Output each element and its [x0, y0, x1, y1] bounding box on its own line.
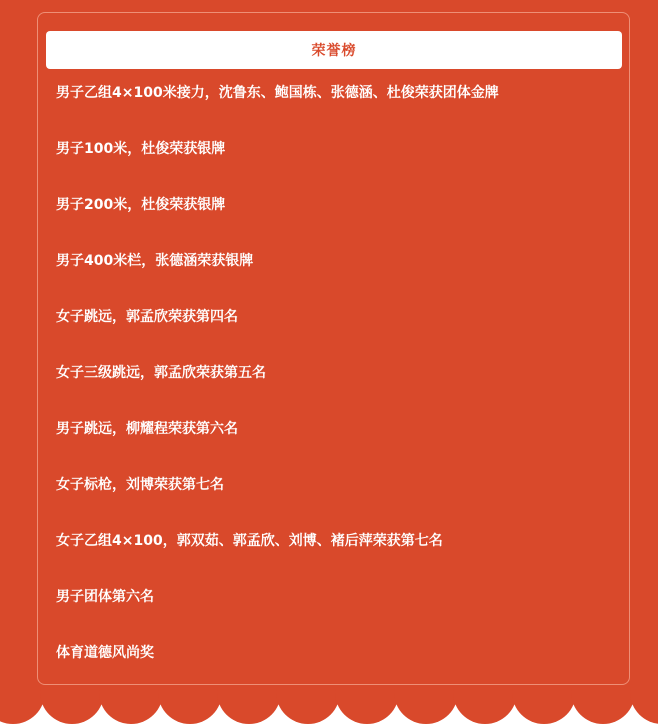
- honor-list-item: 男子400米栏，张德涵荣获银牌: [56, 253, 254, 269]
- honor-list: [56, 78, 622, 694]
- honor-list-item: 女子标枪，刘博荣获第七名: [56, 477, 224, 493]
- scallop: [630, 688, 658, 724]
- honor-list-item: 男子团体第六名: [56, 589, 154, 605]
- honor-list-item: 体育道德风尚奖: [56, 645, 154, 661]
- honor-list-item: 男子100米，杜俊荣获银牌: [56, 141, 226, 157]
- honor-list-item: 男子乙组4×100米接力，沈鲁东、鲍国栋、张德涵、杜俊荣获团体金牌: [56, 85, 499, 101]
- scallop: [0, 688, 45, 724]
- honor-board-title: 荣誉榜: [311, 43, 357, 59]
- honor-list-item: 男子200米，杜俊荣获银牌: [56, 197, 226, 213]
- honor-list-item: 女子三级跳远，郭孟欣荣获第五名: [56, 365, 266, 381]
- honor-board-header: [46, 31, 622, 69]
- honor-list-item: 女子乙组4×100，郭双茹、郭孟欣、刘博、褚后萍荣获第七名: [56, 533, 443, 549]
- honor-list-item: 女子跳远，郭孟欣荣获第四名: [56, 309, 238, 325]
- honor-list-item: 男子跳远，柳耀程荣获第六名: [56, 421, 238, 437]
